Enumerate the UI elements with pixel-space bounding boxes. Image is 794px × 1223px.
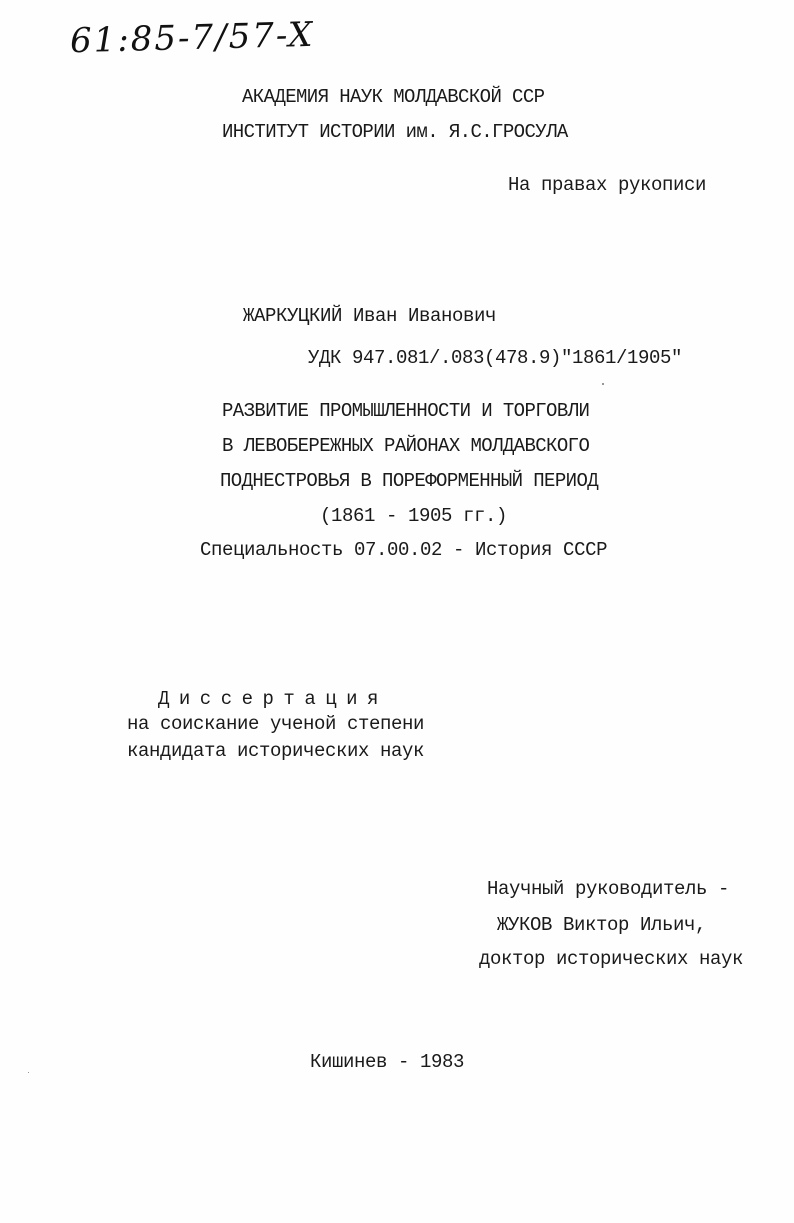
title-period: (1861 - 1905 гг.) — [320, 505, 508, 527]
institute-name: ИНСТИТУТ ИСТОРИИ им. Я.С.ГРОСУЛА — [222, 121, 568, 143]
specialty: Специальность 07.00.02 - История СССР — [200, 539, 608, 561]
udk-code: УДК 947.081/.083(478.9)"1861/1905" — [308, 347, 683, 369]
author-name: ЖАРКУЦКИЙ Иван Иванович — [243, 305, 497, 327]
title-line-3: ПОДНЕСТРОВЬЯ В ПОРЕФОРМЕННЫЙ ПЕРИОД — [220, 470, 599, 492]
supervisor-label: Научный руководитель - — [487, 878, 730, 900]
place-year: Кишинев - 1983 — [310, 1051, 465, 1073]
scan-speck — [28, 1072, 29, 1073]
dissertation-heading: Диссертация — [158, 688, 388, 710]
handwritten-archive-code: 61:85-7/57-X — [69, 14, 315, 62]
dissertation-line-1: на соискание ученой степени — [127, 713, 425, 735]
title-line-2: В ЛЕВОБЕРЕЖНЫХ РАЙОНАХ МОЛДАВСКОГО — [222, 435, 590, 457]
academy-name: АКАДЕМИЯ НАУК МОЛДАВСКОЙ ССР — [242, 86, 545, 108]
scan-speck — [602, 383, 604, 385]
supervisor-name: ЖУКОВ Виктор Ильич, — [497, 914, 707, 936]
dissertation-line-2: кандидата исторических наук — [127, 740, 425, 762]
title-line-1: РАЗВИТИЕ ПРОМЫШЛЕННОСТИ И ТОРГОВЛИ — [222, 400, 590, 422]
manuscript-rights-note: На правах рукописи — [508, 174, 707, 196]
supervisor-degree: доктор исторических наук — [479, 948, 744, 970]
